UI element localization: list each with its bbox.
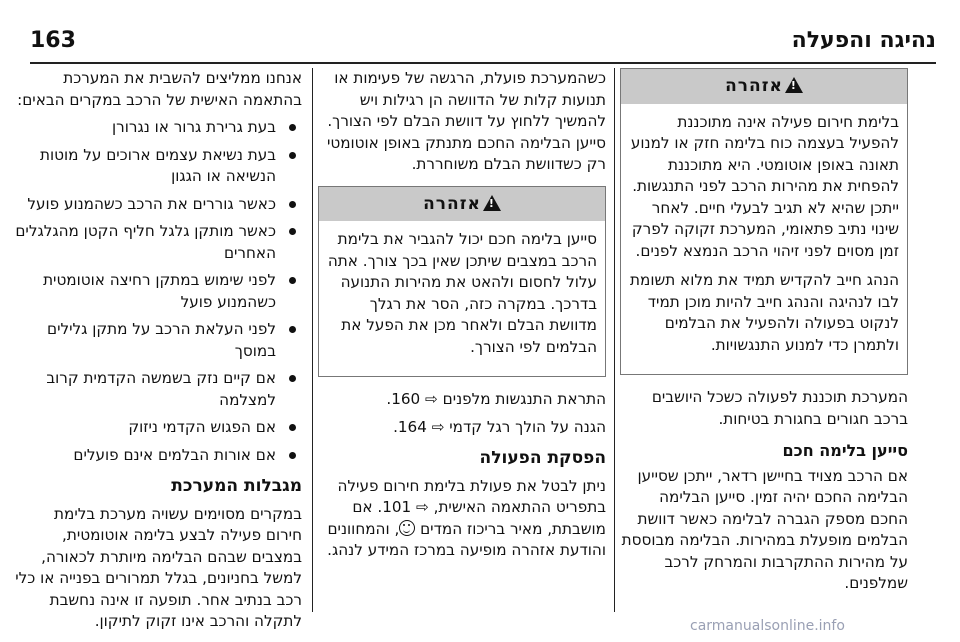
list-item: אם הפגוש הקדמי ניזוק	[14, 417, 302, 439]
warning-box	[620, 68, 908, 375]
header-rule	[30, 62, 936, 64]
warning-paragraph: הנהג חייב להקדיש תמיד את מלוא תשומת לבו לנהיגה והנהג חייב להיות מוכן תמיד לנקוט בפעולה ולהפעיל את הבלמים ולתמרן כדי למנוע התנגשויות.	[630, 271, 899, 354]
list-item: בעת נשיאת עצמים ארוכים על מוטות הנשיאה או הגגון	[14, 145, 302, 188]
paragraph: אנחנו ממליצים להשבית את המערכת בהתאמה האישית של הרכב במקרים הבאים:	[17, 69, 302, 109]
warning-header	[319, 187, 605, 222]
section-title: נהיגה והפעלה	[791, 28, 936, 53]
subheading: מגבלות המערכת	[171, 476, 302, 496]
list-item: בעת גרירת גרור או נגרורן	[14, 117, 302, 139]
column-divider	[614, 68, 615, 612]
warning-icon	[785, 77, 803, 93]
warning-body	[621, 104, 907, 375]
right-column	[620, 68, 908, 601]
paragraph	[318, 476, 606, 562]
warning-title: אזהרה	[423, 193, 481, 214]
paragraph: המערכת תוכננת לפעולה כשכל היושבים ברכב חגורים בחגורת בטיחות.	[651, 388, 908, 428]
cross-reference[interactable]: הגנה על הולך רגל קדמי ⇨ 164.	[393, 417, 606, 436]
list-item: אם אורות הבלמים אינם פועלים	[14, 445, 302, 467]
warning-icon	[483, 195, 501, 211]
bullet-list	[14, 117, 302, 466]
list-item: כאשר גוררים את הרכב כשהמנוע פועל	[14, 194, 302, 216]
page-number: 163	[30, 28, 76, 53]
list-item: אם קיים נזק בשמשה הקדמית קרוב למצלמה	[14, 368, 302, 411]
warning-paragraph: סייען בלימה חכם יכול להגביר את בלימת הרכב במצבים שיתכן שאין בכך צורך. אתה עלול לחסום ולהאט את מהירות התנועה בדרכך. במקרה כזה, הסר את רגלך מדוושת הבלם ולאחר מכן את הפעל את הבלמים לפי הצורך.	[327, 230, 597, 356]
middle-column	[318, 68, 606, 568]
warning-paragraph: בלימת חירום פעילה אינה מתוכננת להפעיל בעצמה כוח בלימה חזק או למנוע תאונה באופן אוטומטי. היא מתוכננת להפחית את מהירות הרכב לפני התנגשות. ייתכן שהיא לא תגיב לבעלי חיים. לאחר שינוי נתיב פתאומי, המערכת זקוקה לפרק זמן מסוים לפני זיהוי הרכב הנמצא לפנים.	[630, 112, 899, 260]
warning-box	[318, 186, 606, 378]
paragraph: אם הרכב מצויד בחיישן רדאר, ייתכן שסייען הבלימה החכם יהיה זמין. סייען הבלימה החכם מספק הגברה לבלימה כאשר דוושת הבלמים מופעלת במהירות. הבלימה מבוססת על מהירות ההתקרבות והמרחק לרכב שמלפנים.	[621, 466, 908, 592]
page-header	[30, 28, 936, 58]
paragraph: כשהמערכת פועלת, הרגשה של פעימות או תנועות קלות של הדוושה הן רגילות ויש להמשיך ללחוץ על דוושת הבלם לפי הצורך. סייען הבלימה החכם מתנתק באופן אוטומטי רק כשדוושת הבלם משוחררת.	[326, 69, 606, 173]
list-item: לפני העלאת הרכב על מתקן גלילים במוסך	[14, 319, 302, 362]
subheading: סייען בלימה חכם	[782, 441, 908, 460]
watermark: carmanualsonline.info	[690, 618, 845, 634]
paragraph-text: , והמחוונים והודעת אזהרה מופיעה במרכז המידע לנהג.	[327, 519, 606, 559]
column-divider	[312, 68, 313, 612]
driver-face-indicator-icon	[399, 520, 415, 536]
warning-header	[621, 69, 907, 104]
warning-body	[319, 221, 605, 376]
list-item: כאשר מותקן גלגל חליף הקטן מהגלגלים האחרים	[14, 221, 302, 264]
left-column	[14, 68, 302, 639]
cross-reference[interactable]: התראת התנגשות מלפנים ⇨ 160.	[386, 390, 606, 408]
list-item: לפני שימוש במתקן רחיצה אוטומטית כשהמנוע פועל	[14, 270, 302, 313]
paragraph-text: ניתן לבטל את פעולת בלימת חירום פעילה בתפריט ההתאמה האישית, ⇨ 101. אם מושבתת, מאיר בריכוז המדים	[337, 476, 606, 538]
warning-title: אזהרה	[725, 76, 783, 96]
subheading: הפסקת הפעולה	[479, 448, 606, 468]
paragraph: במקרים מסוימים עשויה מערכת בלימת חירום פעילה לבצע בלימה אוטומטית, במצבים שבהם הבלימה מיותרת לכאורה, למשל בחניונים, בגלל תמרורים בפנייה או כלי רכב בנתיב אחר. תופעה זו אינה נחשבת לתקלה והרכב אינו זקוק לתיקון.	[15, 504, 302, 630]
